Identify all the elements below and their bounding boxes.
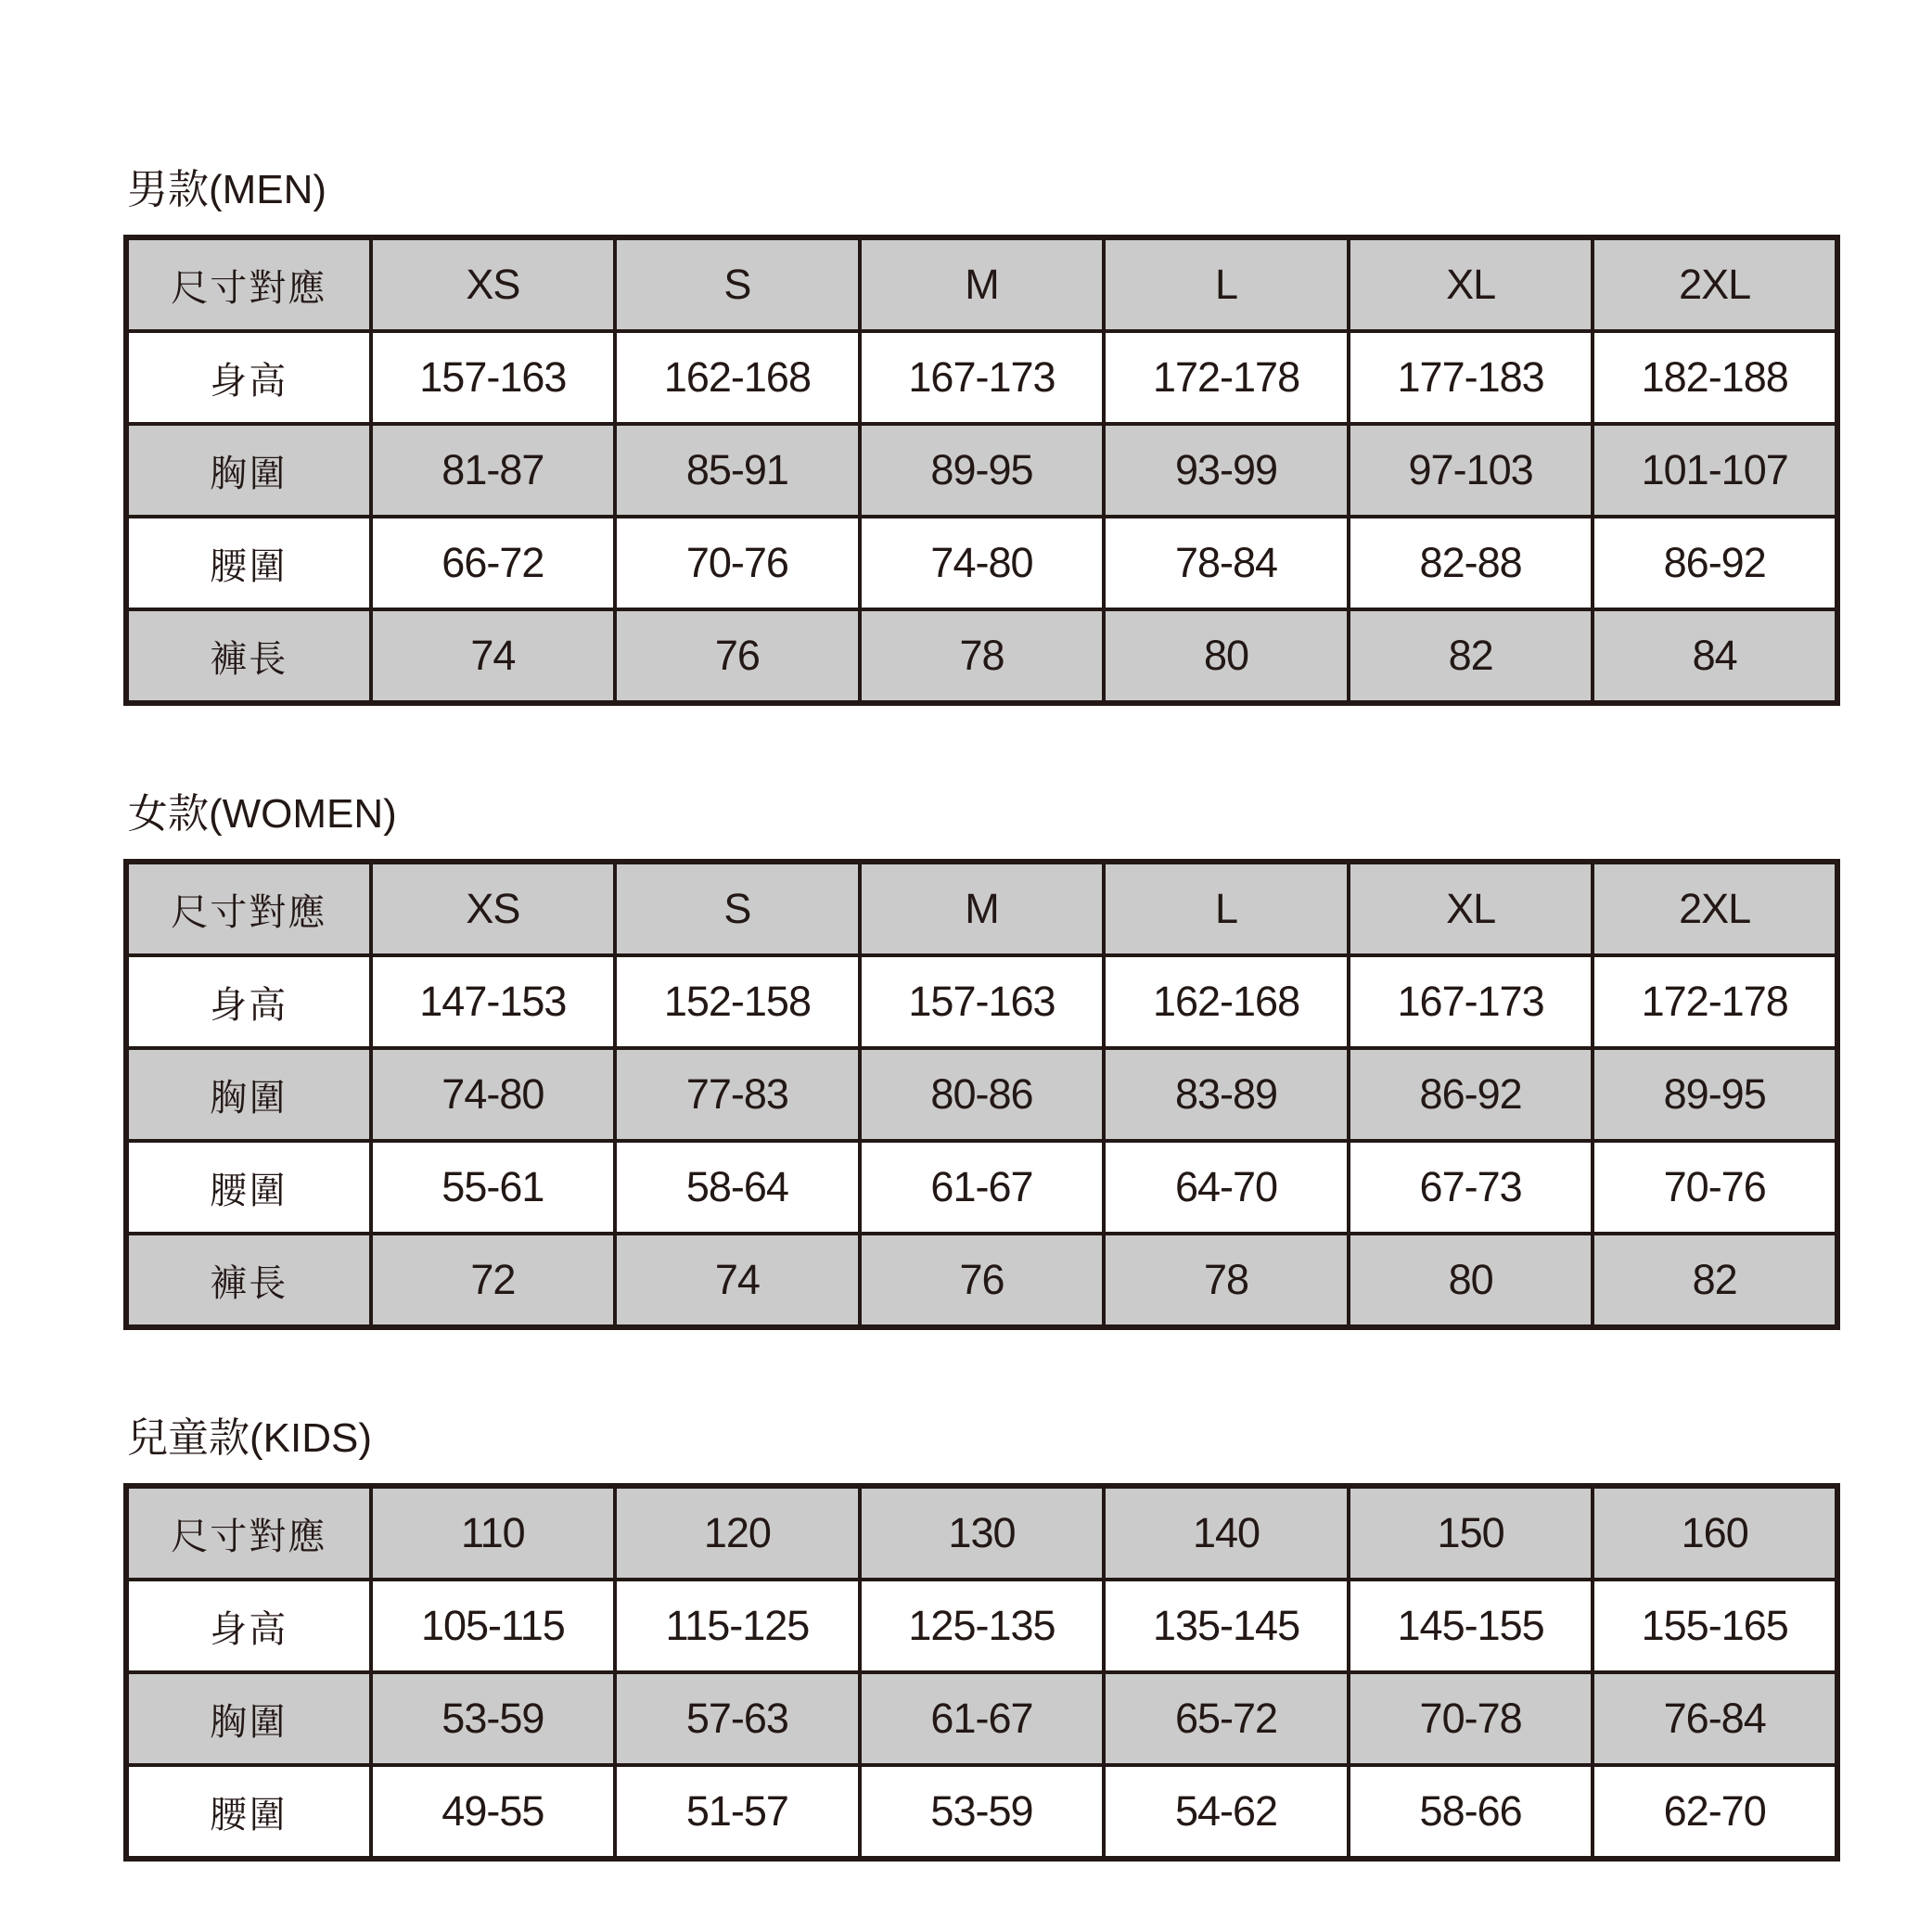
size-table-section-women xyxy=(123,791,1840,1330)
value-cell: 93-99 xyxy=(1104,424,1349,517)
value-cell: 155-165 xyxy=(1593,1580,1837,1672)
value-cell: 58-64 xyxy=(615,1141,860,1234)
value-cell: 135-145 xyxy=(1104,1580,1349,1672)
value-cell: 145-155 xyxy=(1349,1580,1593,1672)
size-header-cell: L xyxy=(1104,237,1349,331)
value-cell: 53-59 xyxy=(860,1765,1105,1859)
size-table-women xyxy=(123,859,1840,1330)
table-row xyxy=(126,955,1837,1048)
size-table-section-kids xyxy=(123,1415,1840,1862)
section-title-kids: 兒童款(KIDS) xyxy=(127,1415,372,1461)
table-row xyxy=(126,1141,1837,1234)
size-header-cell: XL xyxy=(1349,237,1593,331)
size-header-cell: XL xyxy=(1349,862,1593,955)
size-header-cell: 150 xyxy=(1349,1486,1593,1580)
row-label-cell: 腰圍 xyxy=(126,517,371,609)
value-cell: 77-83 xyxy=(615,1048,860,1141)
value-cell: 85-91 xyxy=(615,424,860,517)
size-header-cell: S xyxy=(615,862,860,955)
table-row xyxy=(126,609,1837,703)
value-cell: 86-92 xyxy=(1593,517,1837,609)
value-cell: 84 xyxy=(1593,609,1837,703)
value-cell: 70-78 xyxy=(1349,1672,1593,1765)
table-row xyxy=(126,331,1837,424)
value-cell: 157-163 xyxy=(371,331,616,424)
value-cell: 162-168 xyxy=(1104,955,1349,1048)
value-cell: 152-158 xyxy=(615,955,860,1048)
table-header-row xyxy=(126,237,1837,331)
value-cell: 70-76 xyxy=(615,517,860,609)
size-table-men xyxy=(123,235,1840,706)
value-cell: 83-89 xyxy=(1104,1048,1349,1141)
value-cell: 82 xyxy=(1593,1234,1837,1327)
value-cell: 167-173 xyxy=(860,331,1105,424)
value-cell: 89-95 xyxy=(1593,1048,1837,1141)
row-label-cell: 胸圍 xyxy=(126,1672,371,1765)
value-cell: 115-125 xyxy=(615,1580,860,1672)
value-cell: 74-80 xyxy=(371,1048,616,1141)
section-title-men: 男款(MEN) xyxy=(127,167,327,212)
value-cell: 182-188 xyxy=(1593,331,1837,424)
size-header-cell: XS xyxy=(371,862,616,955)
value-cell: 74-80 xyxy=(860,517,1105,609)
size-header-cell: M xyxy=(860,237,1105,331)
value-cell: 78-84 xyxy=(1104,517,1349,609)
value-cell: 74 xyxy=(371,609,616,703)
value-cell: 54-62 xyxy=(1104,1765,1349,1859)
value-cell: 82 xyxy=(1349,609,1593,703)
row-label-cell: 腰圍 xyxy=(126,1141,371,1234)
value-cell: 64-70 xyxy=(1104,1141,1349,1234)
value-cell: 61-67 xyxy=(860,1672,1105,1765)
value-cell: 51-57 xyxy=(615,1765,860,1859)
size-table-kids xyxy=(123,1483,1840,1862)
table-row xyxy=(126,1048,1837,1141)
value-cell: 78 xyxy=(860,609,1105,703)
row-label-cell: 胸圍 xyxy=(126,1048,371,1141)
row-label-cell: 身高 xyxy=(126,1580,371,1672)
value-cell: 67-73 xyxy=(1349,1141,1593,1234)
size-header-cell: 160 xyxy=(1593,1486,1837,1580)
value-cell: 147-153 xyxy=(371,955,616,1048)
value-cell: 74 xyxy=(615,1234,860,1327)
value-cell: 72 xyxy=(371,1234,616,1327)
size-header-cell: 130 xyxy=(860,1486,1105,1580)
value-cell: 105-115 xyxy=(371,1580,616,1672)
row-label-cell: 身高 xyxy=(126,955,371,1048)
size-header-cell: 120 xyxy=(615,1486,860,1580)
row-label-cell: 腰圍 xyxy=(126,1765,371,1859)
value-cell: 76 xyxy=(860,1234,1105,1327)
value-cell: 62-70 xyxy=(1593,1765,1837,1859)
table-row xyxy=(126,1672,1837,1765)
size-mapping-header-cell: 尺寸對應 xyxy=(126,1486,371,1580)
value-cell: 157-163 xyxy=(860,955,1105,1048)
value-cell: 65-72 xyxy=(1104,1672,1349,1765)
size-header-cell: L xyxy=(1104,862,1349,955)
value-cell: 76-84 xyxy=(1593,1672,1837,1765)
value-cell: 80-86 xyxy=(860,1048,1105,1141)
table-row xyxy=(126,1580,1837,1672)
value-cell: 53-59 xyxy=(371,1672,616,1765)
value-cell: 125-135 xyxy=(860,1580,1105,1672)
value-cell: 162-168 xyxy=(615,331,860,424)
size-header-cell: 140 xyxy=(1104,1486,1349,1580)
table-header-row xyxy=(126,862,1837,955)
table-row xyxy=(126,1765,1837,1859)
value-cell: 86-92 xyxy=(1349,1048,1593,1141)
value-cell: 81-87 xyxy=(371,424,616,517)
value-cell: 66-72 xyxy=(371,517,616,609)
size-header-cell: S xyxy=(615,237,860,331)
row-label-cell: 褲長 xyxy=(126,609,371,703)
size-header-cell: M xyxy=(860,862,1105,955)
section-title-women: 女款(WOMEN) xyxy=(127,791,397,837)
table-row xyxy=(126,424,1837,517)
value-cell: 177-183 xyxy=(1349,331,1593,424)
value-cell: 76 xyxy=(615,609,860,703)
value-cell: 78 xyxy=(1104,1234,1349,1327)
size-header-cell: 110 xyxy=(371,1486,616,1580)
value-cell: 80 xyxy=(1104,609,1349,703)
value-cell: 167-173 xyxy=(1349,955,1593,1048)
value-cell: 101-107 xyxy=(1593,424,1837,517)
row-label-cell: 身高 xyxy=(126,331,371,424)
value-cell: 55-61 xyxy=(371,1141,616,1234)
value-cell: 57-63 xyxy=(615,1672,860,1765)
value-cell: 80 xyxy=(1349,1234,1593,1327)
table-header-row xyxy=(126,1486,1837,1580)
value-cell: 58-66 xyxy=(1349,1765,1593,1859)
row-label-cell: 胸圍 xyxy=(126,424,371,517)
size-header-cell: 2XL xyxy=(1593,862,1837,955)
value-cell: 70-76 xyxy=(1593,1141,1837,1234)
value-cell: 82-88 xyxy=(1349,517,1593,609)
table-row xyxy=(126,517,1837,609)
size-mapping-header-cell: 尺寸對應 xyxy=(126,237,371,331)
size-table-section-men xyxy=(123,167,1840,706)
value-cell: 61-67 xyxy=(860,1141,1105,1234)
value-cell: 89-95 xyxy=(860,424,1105,517)
size-header-cell: 2XL xyxy=(1593,237,1837,331)
row-label-cell: 褲長 xyxy=(126,1234,371,1327)
value-cell: 172-178 xyxy=(1593,955,1837,1048)
size-header-cell: XS xyxy=(371,237,616,331)
value-cell: 49-55 xyxy=(371,1765,616,1859)
size-mapping-header-cell: 尺寸對應 xyxy=(126,862,371,955)
value-cell: 97-103 xyxy=(1349,424,1593,517)
value-cell: 172-178 xyxy=(1104,331,1349,424)
table-row xyxy=(126,1234,1837,1327)
